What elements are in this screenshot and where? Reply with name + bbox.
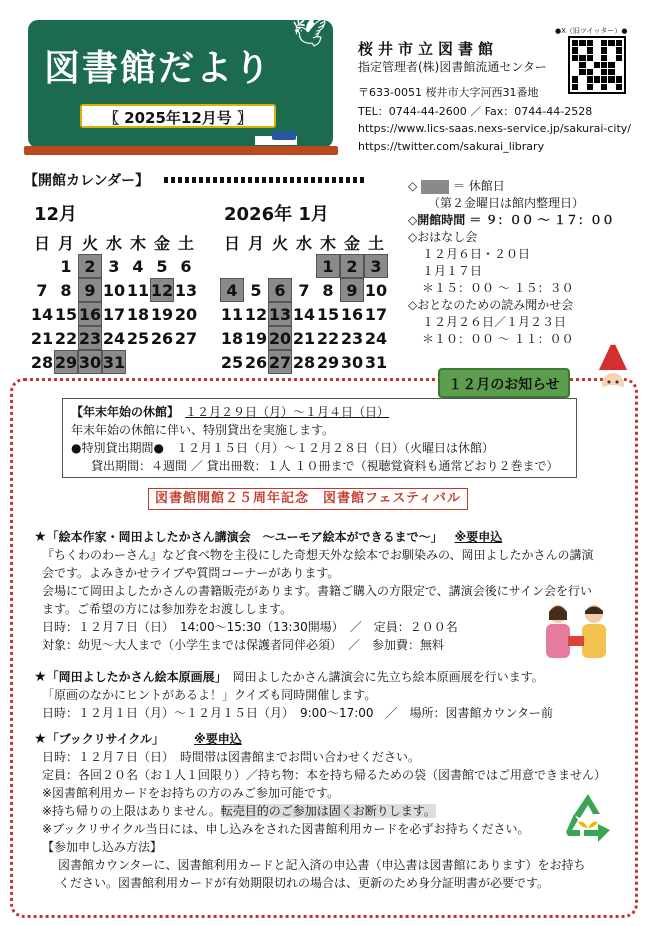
lecture-required: ※要申込 — [454, 530, 503, 544]
calendar-blank — [126, 350, 150, 374]
weekday-header: 金 — [153, 233, 170, 253]
calendar-day: 1 — [60, 256, 72, 276]
closed-swatch — [421, 180, 449, 194]
calendar-day: 26 — [150, 328, 174, 348]
calendar-blank — [220, 254, 244, 278]
calendar-day: 11 — [220, 304, 244, 324]
recycle-section — [34, 730, 624, 892]
calendar-day: 12 — [150, 278, 174, 302]
adult-reading-time: ＊１０：００ ～ １１：００ — [422, 332, 574, 346]
calendar-day: 2 — [340, 254, 364, 278]
weekday-header: 日 — [33, 233, 50, 253]
calendar-day: 18 — [220, 328, 244, 348]
library-address: 〒633-0051 桜井市大字河西31番地 — [358, 86, 539, 99]
weekday-header: 土 — [177, 233, 194, 253]
calendar-day: 29 — [54, 350, 78, 374]
opening-hours: ◇開館時間 ＝ ９：００ ～ １７：００ — [408, 213, 614, 227]
calendar-heading: 【開館カレンダー】 — [24, 173, 150, 189]
calendar-legend: ◇ ＝ 休館日 （第２金曜日は館内整理日） ◇開館時間 ＝ ９：００ ～ １７：００ ◇おはなし会 １２月６日・２０日 １月１７日 ＊１５：００ ～ １５：３０ ◇おとなのための読み聞かせ会 １２月２６日／１月２３日 ＊１０：００ ～ １１：００ — [408, 179, 614, 346]
calendar-day: 21 — [30, 328, 54, 348]
weekday-header: 日 — [223, 233, 240, 253]
weekday-header: 水 — [295, 233, 312, 253]
library-name: 桜井市立図書館 — [358, 40, 499, 58]
lecture-line-3: 会場にて岡田よしたかさんの書籍販売があります。書籍ご購入の方限定で、講演会後にサイン会を行い — [42, 584, 592, 598]
calendar-day: 12 — [244, 304, 268, 324]
calendar-day: 10 — [364, 280, 388, 300]
calendar-day: 22 — [54, 328, 78, 348]
calendar-december — [30, 230, 198, 374]
calendar-day: 7 — [36, 280, 48, 300]
x-label: ●X（旧ツイッター）● — [555, 27, 628, 35]
calendar-day: 1 — [316, 254, 340, 278]
calendar-blank — [150, 350, 174, 374]
year-end-text: 年末年始の休館に伴い、特別貸出を実施します。 — [71, 423, 335, 437]
library-phone: TEL：0744-44-2600 ／ Fax：0744-44-2528 — [358, 105, 593, 118]
calendar-day: 15 — [316, 304, 340, 324]
apply-title: 【参加申し込み方法】 — [42, 840, 163, 854]
calendar-day: 19 — [150, 304, 174, 324]
calendar-day: 23 — [78, 326, 102, 350]
star-icon: ★ — [34, 529, 47, 545]
calendar-day: 13 — [268, 302, 292, 326]
calendar-day: 14 — [30, 304, 54, 324]
calendar-day: 13 — [174, 280, 198, 300]
calendar-day: 25 — [126, 328, 150, 348]
apply-line-1: 図書館カウンターに、図書館利用カードと記入済の申込書（申込書は図書館にあります）をお持ち — [58, 858, 586, 872]
calendar-day: 6 — [180, 256, 192, 276]
santa-icon — [590, 338, 636, 402]
year-end-dates: １２月２９日（月）～１月４日（日） — [185, 405, 390, 419]
calendar-day: 10 — [102, 280, 126, 300]
newsletter-title: 図書館だより — [44, 48, 273, 89]
calendar-day: 19 — [244, 328, 268, 348]
recycle-required: ※要申込 — [194, 732, 242, 746]
exhibit-title: 「岡田よしたかさん絵本原画展」 — [46, 670, 221, 684]
star-icon: ★ — [34, 731, 47, 747]
recycle-line-4b: 転売目的のご参加は固くお断りします。 — [220, 804, 436, 818]
twitter-url[interactable]: https://twitter.com/sakurai_library — [358, 140, 545, 153]
adult-reading-dates: １２月２６日／１月２３日 — [422, 315, 567, 329]
calendar-day: 20 — [268, 326, 292, 350]
recycle-line-1: 日時：１２月７日（日） 時間帯は図書館までお問い合わせください。 — [42, 750, 421, 764]
festival-banner: 図書館開館２５周年記念 図書館フェスティバル — [148, 488, 468, 510]
recycle-line-2: 定員：各回２０名（お１人１回限り）／持ち物：本を持ち帰るための袋（図書館ではご用意できません） — [42, 768, 607, 782]
calendar-day: 31 — [102, 350, 126, 374]
calendar-day: 28 — [292, 352, 316, 372]
calendar-day: 27 — [174, 328, 198, 348]
calendar-day: 3 — [108, 256, 120, 276]
calendar-day: 4 — [132, 256, 144, 276]
calendar-blank — [244, 254, 268, 278]
dotted-decoration — [164, 177, 364, 183]
calendar-day: 3 — [364, 254, 388, 278]
storytime-dates-2: １月１７日 — [422, 264, 483, 278]
weekday-header: 土 — [367, 233, 384, 253]
calendar-day: 24 — [102, 328, 126, 348]
calendar-day: 29 — [316, 352, 340, 372]
dove-icon: 🕊 — [292, 16, 328, 49]
calendar-day: 8 — [322, 280, 334, 300]
exhibit-line-2: 「原画のなかにヒントがあるよ！」クイズも同時開催します。 — [42, 688, 377, 702]
library-manager: 指定管理者(株)図書館流通センター — [358, 60, 547, 74]
year-end-title: 【年末年始の休館】 — [71, 405, 174, 419]
qr-code-icon — [568, 36, 626, 94]
calendar-day: 7 — [298, 280, 310, 300]
library-url[interactable]: https://www.lics-saas.nexs-service.jp/sakurai-city/ — [358, 122, 632, 135]
calendar-day: 21 — [292, 328, 316, 348]
adult-reading-title: ◇おとなのための読み聞かせ会 — [408, 298, 574, 312]
recycle-title: 「ブックリサイクル」 — [46, 732, 165, 746]
calendar-blank — [292, 254, 316, 278]
calendar-blank — [174, 350, 198, 374]
calendar-day: 15 — [54, 304, 78, 324]
calendar-day: 4 — [220, 278, 244, 302]
storytime-time: ＊１５：００ ～ １５：３０ — [422, 281, 574, 295]
lecture-title: 「絵本作家・岡田よしたかさん講演会 ～ユーモア絵本ができるまで～」 — [46, 530, 443, 544]
calendar-day: 14 — [292, 304, 316, 324]
calendar-day: 5 — [156, 256, 168, 276]
notices-badge: １２月のお知らせ — [438, 368, 570, 398]
lecture-line-5: 日時：１２月７日（日） 14:00～15:30（13:30開場） ／ 定員：２００名 — [42, 620, 458, 634]
calendar-day: 28 — [30, 352, 54, 372]
calendar-day: 27 — [268, 350, 292, 374]
weekday-header: 木 — [319, 233, 336, 253]
calendar-day: 17 — [364, 304, 388, 324]
chalkboard-ledge — [24, 146, 338, 155]
weekday-header: 金 — [343, 233, 360, 253]
month-label-january: 2026年 1月 — [224, 204, 329, 225]
calendar-day: 26 — [244, 352, 268, 372]
calendar-day: 9 — [78, 278, 102, 302]
apply-line-2: ください。図書館利用カードが有効期限切れの場合は、更新のため身分証明書が必要です。 — [58, 876, 550, 890]
calendar-day: 18 — [126, 304, 150, 324]
calendar-day: 9 — [340, 278, 364, 302]
calendar-blank — [268, 254, 292, 278]
exhibit-section — [34, 668, 624, 722]
recycle-line-3: ※図書館利用カードをお持ちの方のみご参加可能です。 — [42, 786, 340, 800]
reading-people-icon — [538, 600, 614, 662]
weekday-header: 水 — [105, 233, 122, 253]
year-end-box — [62, 398, 577, 478]
recycle-line-5: ※ブックリサイクル当日には、申し込みをされた図書館利用カードを必ずお持ちください。 — [42, 822, 530, 836]
lecture-section — [34, 528, 624, 654]
eraser-icon — [272, 131, 296, 140]
calendar-day: 20 — [174, 304, 198, 324]
calendar-day: 11 — [126, 280, 150, 300]
lecture-line-1: 『ちくわのわーさん』など食べ物を主役にした奇想天外な絵本でお馴染みの、岡田よしたかさんの講演 — [42, 548, 594, 562]
recycle-line-4a: ※持ち帰りの上限はありません。 — [42, 804, 221, 818]
calendar-day: 16 — [340, 304, 364, 324]
lecture-line-2: 会です。よみきかせライブや質問コーナーがあります。 — [42, 566, 340, 580]
calendar-day: 8 — [60, 280, 72, 300]
closed-note: （第２金曜日は館内整理日） — [428, 196, 585, 210]
calendar-day: 5 — [250, 280, 262, 300]
calendar-day: 2 — [78, 254, 102, 278]
calendar-day: 16 — [78, 302, 102, 326]
weekday-header: 木 — [129, 233, 146, 253]
storytime-title: ◇おはなし会 — [408, 230, 478, 244]
closed-label: ＝ 休館日 — [452, 179, 505, 193]
special-loan-period: ●特別貸出期間● １２月１５日（月）～１２月２８日（日）（火曜日は休館） — [71, 441, 494, 455]
calendar-day: 23 — [340, 328, 364, 348]
calendar-day: 17 — [102, 304, 126, 324]
calendar-january — [220, 230, 388, 374]
exhibit-line-1: 岡田よしたかさん講演会に先立ち絵本原画展を行います。 — [232, 670, 544, 684]
calendar-day: 6 — [268, 278, 292, 302]
month-label-december: 12月 — [34, 204, 78, 225]
loan-terms: 貸出期間：４週間 ／ 貸出冊数：１人 １０冊まで（視聴覚資料も通常どおり２巻まで） — [91, 459, 559, 473]
exhibit-line-3: 日時：１２月１日（月）～１２月１５日（月） 9:00～17:00 ／ 場所：図書館カウンター前 — [42, 706, 554, 720]
calendar-day: 22 — [316, 328, 340, 348]
calendar-day: 30 — [78, 350, 102, 374]
storytime-dates-1: １２月６日・２０日 — [422, 247, 531, 261]
calendar-day: 31 — [364, 352, 388, 372]
weekday-header: 月 — [57, 233, 74, 253]
weekday-header: 火 — [271, 233, 288, 253]
recycle-icon — [560, 790, 616, 846]
star-icon: ★ — [34, 669, 47, 685]
weekday-header: 月 — [247, 233, 264, 253]
weekday-header: 火 — [81, 233, 98, 253]
lecture-line-4: ます。ご希望の方には参加券をお渡しします。 — [42, 602, 293, 616]
calendar-day: 25 — [220, 352, 244, 372]
calendar-day: 30 — [340, 352, 364, 372]
lecture-line-6: 対象：幼児～大人まで（小学生までは保護者同伴必須） ／ 参加費：無料 — [42, 638, 445, 652]
issue-label: 〖 2025年12月号 〗 — [80, 104, 276, 128]
calendar-blank — [30, 254, 54, 278]
calendar-day: 24 — [364, 328, 388, 348]
